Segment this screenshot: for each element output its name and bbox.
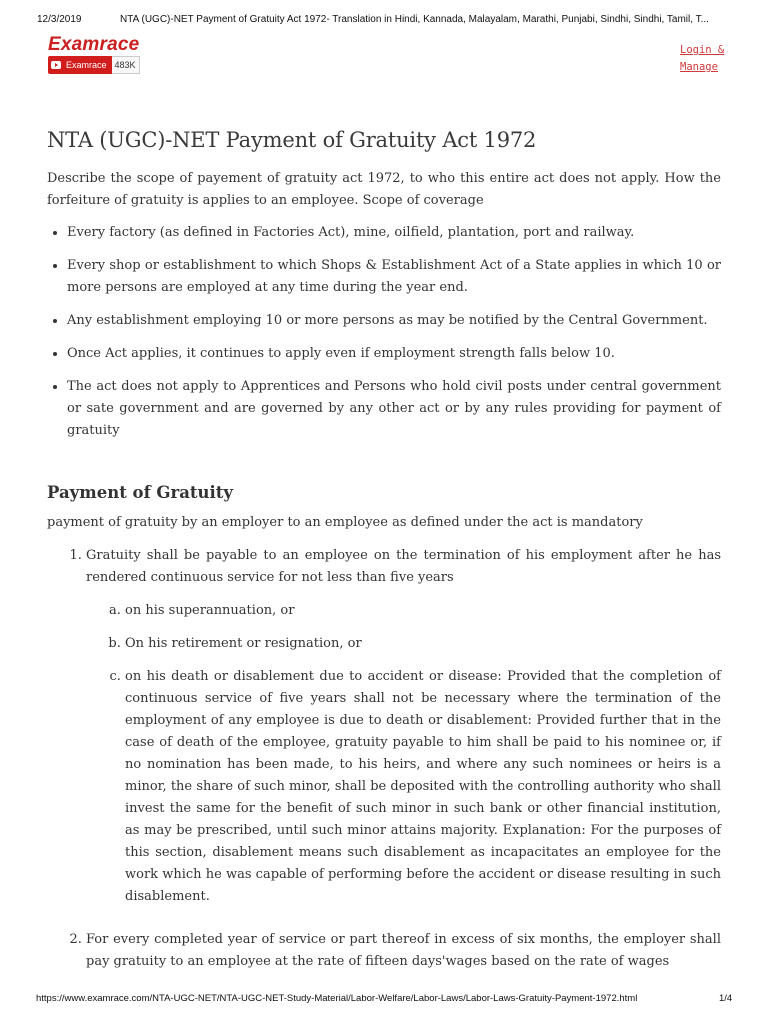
intro-paragraph: Describe the scope of payement of gratuity act 1972, to who this entire act does not apply. How the forfeiture of gratuity is applies to an employee. Scope of coverage	[47, 171, 721, 208]
examrace-logo[interactable]: Examrace	[48, 34, 140, 55]
print-footer	[0, 993, 768, 1009]
list-item: • Every shop or establishment to which Shops & Establishment Act of a State applies in which 10 or more persons are employed at any time during the year end.	[67, 255, 721, 299]
page-number: 1/4	[719, 993, 733, 1004]
list-item: • Any establishment employing 10 or more persons as may be notified by the Central Government.	[67, 310, 721, 332]
print-date: 12/3/2019	[37, 14, 82, 25]
list-item: • Once Act applies, it continues to apply even if employment strength falls below 10.	[67, 343, 721, 365]
login-manage-link[interactable]	[680, 42, 730, 76]
gratuity-rules-list	[47, 545, 721, 919]
page-title: NTA (UGC)-NET Payment of Gratuity Act 1972	[47, 128, 537, 152]
print-header	[0, 14, 768, 30]
sub-list-item: c. on his death or disablement due to accident or disease: Provided that the completion of continuous service of five years shall not be necessary where the termination of the employment of any employee is due to death or disablement: Provided further that in the case of death of the employee, gratuity payable to him shall be paid to his nominee or, if no nomination has been made, to his heirs, and where any such nominees or heirs is a minor, the share of such minor, shall be deposited with the controlling authority who shall invest the same for the benefit of such minor in such bank or other financial institution, as may be prescribed, until such minor attains majority. Explanation: For the purposes of this section, disablement means such disablement as incapacitates an employee for the work which he was capable of performing before the accident or disease resulting in such disablement.	[125, 666, 721, 908]
gratuity-rules-list-continued	[47, 929, 721, 973]
list-item: 2. For every completed year of service or part thereof in excess of six months, the employer shall pay gratuity to an employee at the rate of fifteen days'wages based on the rate of wages	[86, 929, 721, 973]
print-page-title: NTA (UGC)-NET Payment of Gratuity Act 1972- Translation in Hindi, Kannada, Malayalam, Marathi, Punjabi, Sindhi, Sindhi, Tamil, T...	[120, 14, 709, 25]
youtube-subscribe-widget[interactable]	[48, 56, 140, 74]
youtube-play-icon	[51, 61, 61, 69]
coverage-list	[47, 222, 721, 453]
list-item	[86, 545, 721, 908]
youtube-channel-label: Examrace	[66, 60, 107, 70]
youtube-subscribe-button[interactable]	[48, 56, 112, 74]
sub-list-item: b. On his retirement or resignation, or	[125, 633, 721, 655]
subscriber-count: 483K	[112, 56, 140, 74]
sub-list-item: a. on his superannuation, or	[125, 600, 721, 622]
section-heading: Payment of Gratuity	[47, 483, 233, 502]
print-url: https://www.examrace.com/NTA-UGC-NET/NTA-UGC-NET-Study-Material/Labor-Welfare/Labor-Laws/Labor-Laws-Gratuity-Payment-1972.html	[36, 993, 638, 1004]
gratuity-conditions-list	[86, 600, 721, 908]
site-header	[48, 34, 148, 76]
list-item-text: Gratuity shall be payable to an employee on the termination of his employment after he has rendered continuous service for not less than five years	[86, 548, 721, 585]
list-item: • The act does not apply to Apprentices and Persons who hold civil posts under central government or sate government and are governed by any other act or by any rules providing for payment of gratuity	[67, 376, 721, 442]
login-label[interactable]: Login &	[680, 44, 725, 56]
section-intro: payment of gratuity by an employer to an employee as defined under the act is mandatory	[47, 515, 643, 530]
list-item: • Every factory (as defined in Factories Act), mine, oilfield, plantation, port and railway.	[67, 222, 721, 244]
manage-label[interactable]: Manage	[680, 61, 718, 73]
